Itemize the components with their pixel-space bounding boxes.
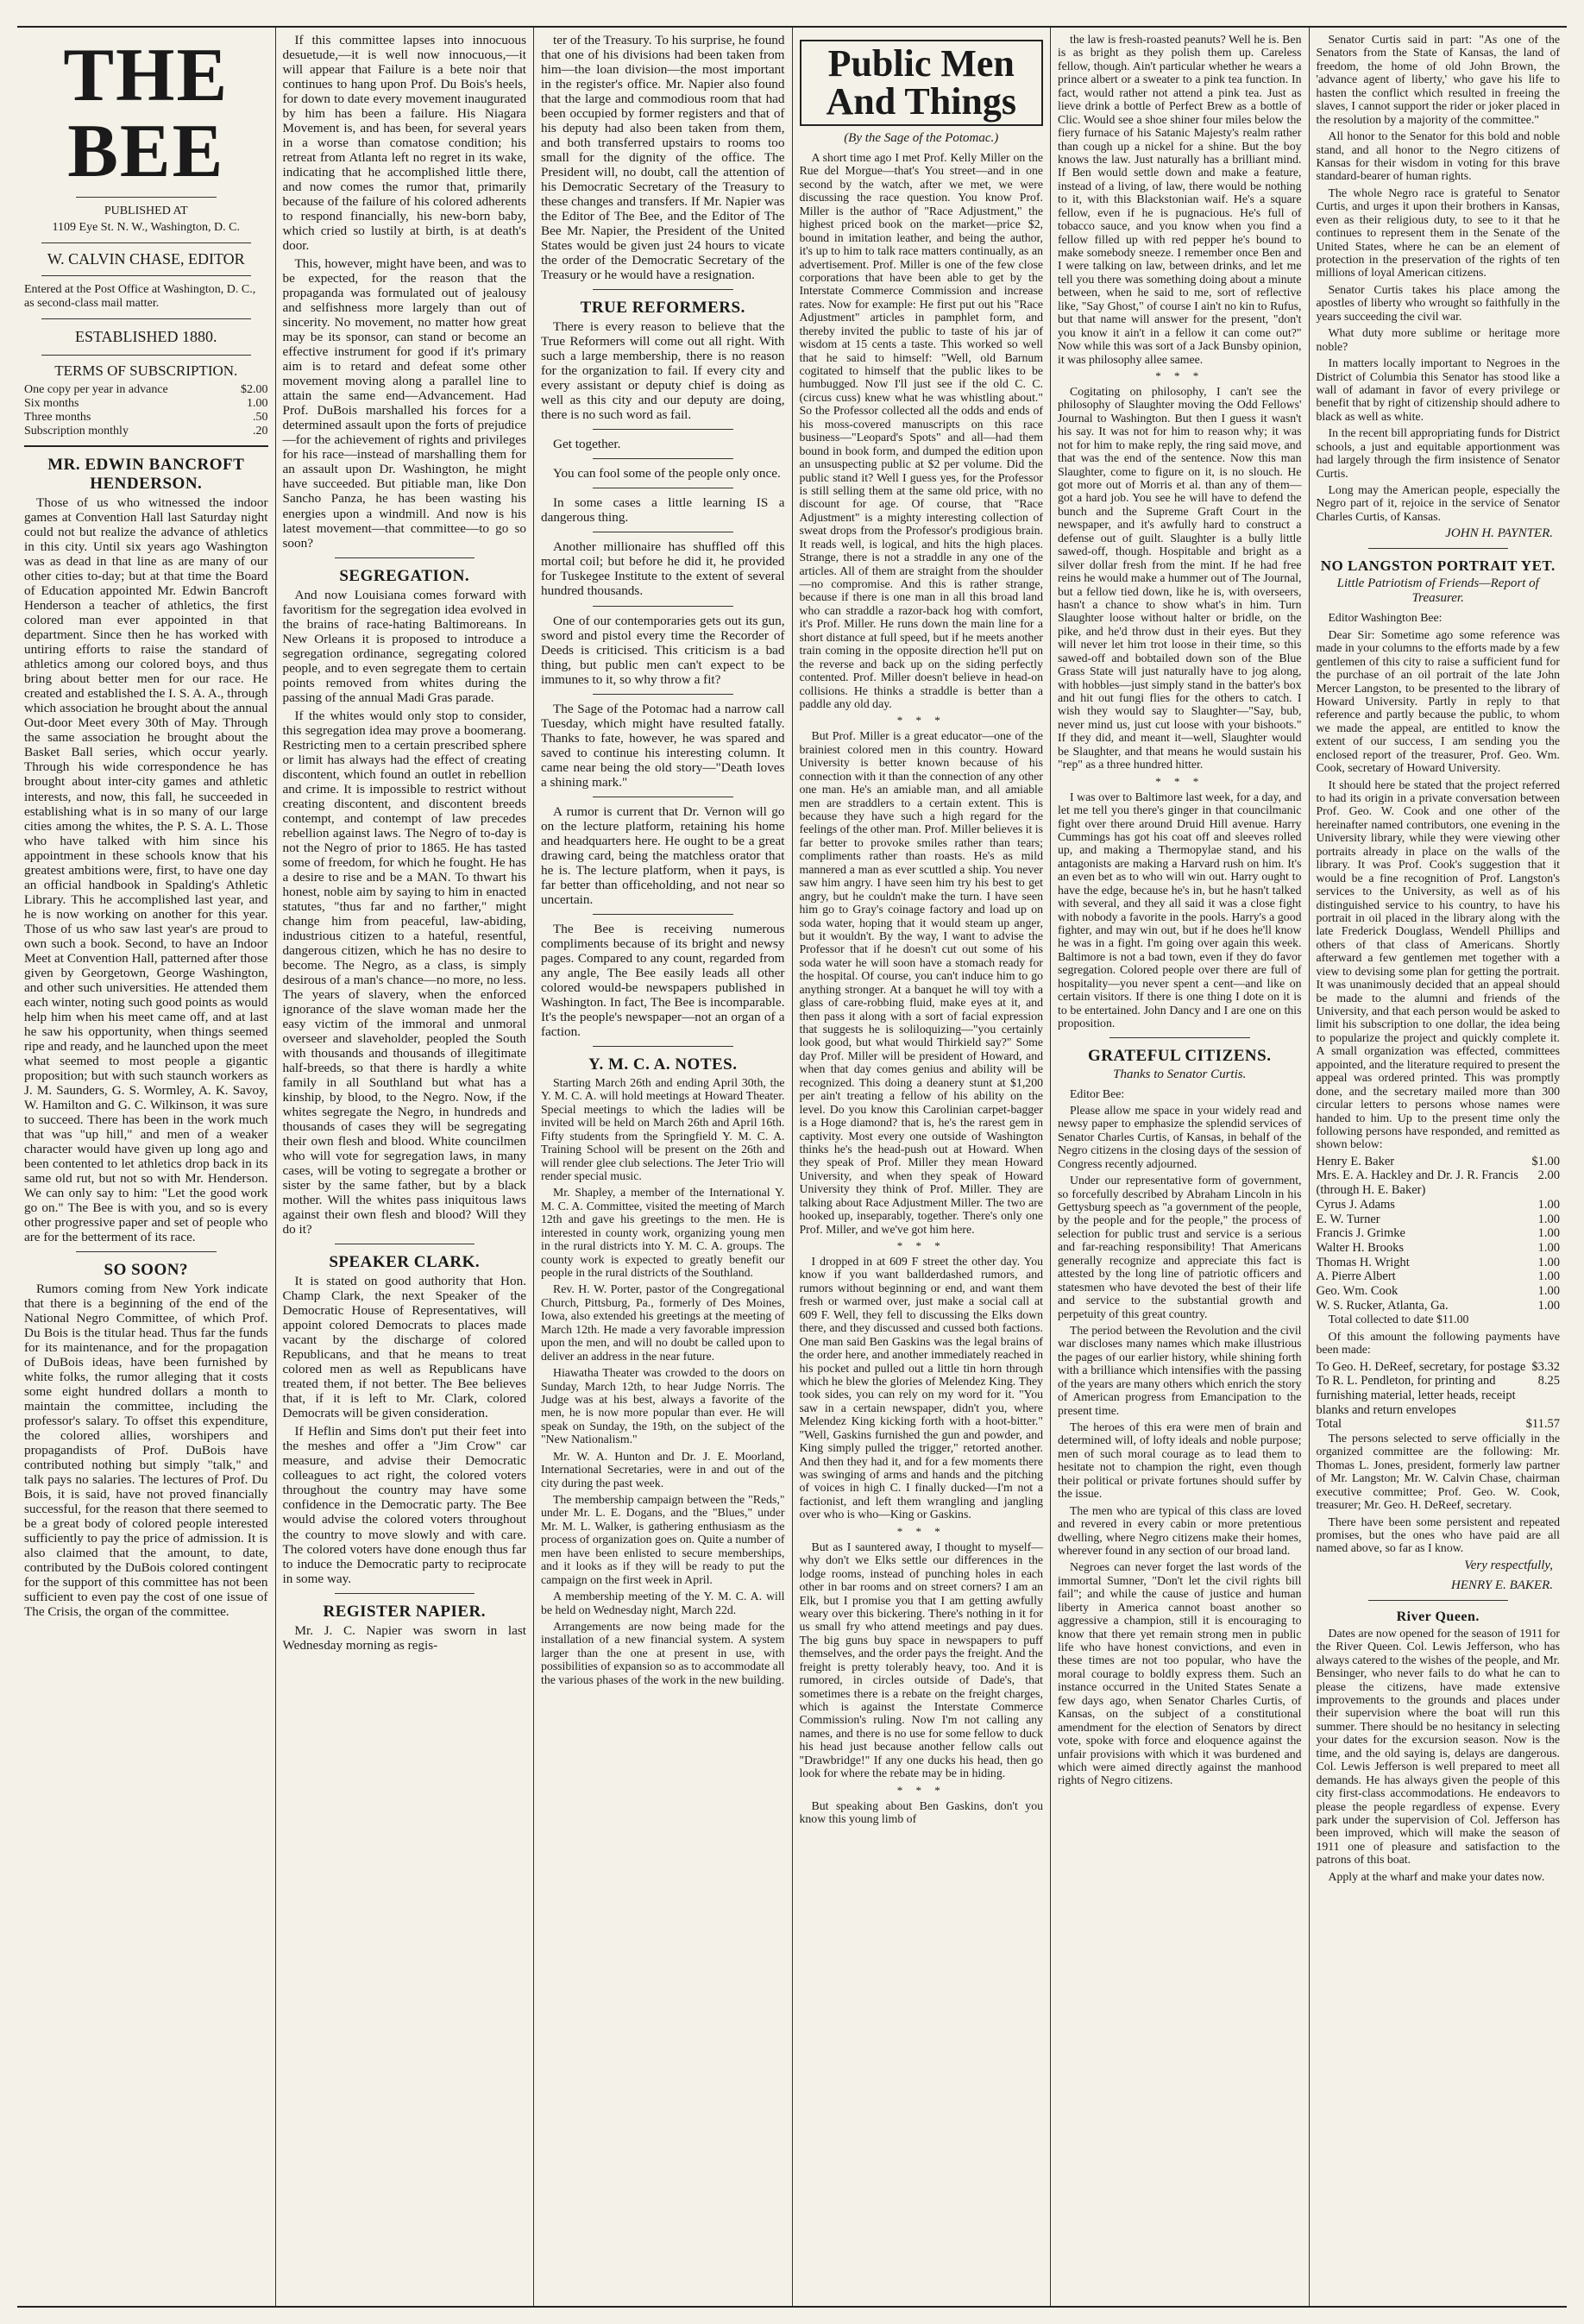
editor-line: W. CALVIN CHASE, EDITOR xyxy=(47,249,245,268)
rate-row xyxy=(24,425,268,438)
article-paragraph: The men who are typical of this class are loved and revered in every cabin or more pretentious dwelling, where Negro citizens make their homes, wherever found in any section of our broad land. xyxy=(1058,1503,1302,1557)
article-paragraph: Please allow me space in your widely read and newsy paper to emphasize the splendid services of Senator Charles Curtis, of Kansas, in behalf of the Negro citizens in the closing days of the session of Congress recently adjourned. xyxy=(1058,1103,1302,1170)
article-paragraph: Apply at the wharf and make your dates now. xyxy=(1328,1869,1545,1883)
article-paragraph: Dates are now opened for the season of 1911 for the River Queen. Col. Lewis Jefferson, who has always catered to the wishes of the people, and Mr. Bensinger, who never fails to do what he can to please the citizens, have made extensive improvements to the grounds and places under their supervision where the boat will run this summer. There should be no hesitancy in selecting your dates for the excursion season. Now is the time, and the old saying is, delays are dangerous. Col. Lewis Jefferson is well prepared to meet all demands. He has always given the people of this city first-class accommodations. He endeavors to please the people regardless of expense. Every park under the supervision of Col. Jefferson has been improved, which will make the season of 1911 one of pleasure and satisfaction to the patrons of this boat. xyxy=(1316,1626,1560,1867)
divider xyxy=(1368,1600,1509,1601)
article-paragraph: I was over to Baltimore last week, for a day, and let me tell you there's ginger in that councilmanic fight over there around Druid Hill avenue. Harry Cummings has got his coat off and sleeves rolled up, and making a Thermopylae stand, and his antagonists are making a Harvard rush on him. It's an even bet as to who will win out. Harry ought to have the edge, because he's in, but he hasn't talked with several, and they all said it was a close fight with nobody a favorite in the pools. Harry's a good fighter, and may win out, but if he does he'll know he was in a fight. I'm going over again this week. Baltimore is not a bad town, even if they do favor segregation. Colored people over there are full of hospitality—you never spent a cent—and like on certain visitors. If there is one thing I dote on it is to be entertained. John Dancy and I are one on this proposition. xyxy=(1058,790,1302,1030)
article-paragraph: But as I sauntered away, I thought to myself—why don't we Elks settle our differences in the lodge rooms, instead of punching holes in each other in bar rooms and on street corners? I am an Elk, but I promise you that I am getting awfully weary over this bickering. There's nothing in it for us small fry who attend meetings and pay dues. The big guns buy space in newspapers to puff themselves, and the order pays the freight. And the freight is pretty tolerably heavy, too. And it is rumored, in circles outside of Dade's, that sometimes there is a rebate on the freight charges, which is against the Interstate Commerce Commission's ruling. Now I'm not calling any names, and there is no use for some fellow to duck his head just because another fellow calls out "Drawbridge!" If any one ducks his head, then go look for where the rebate may be in hiding. xyxy=(799,1540,1043,1780)
article-paragraph: The heroes of this era were men of brain and determined will, of lofty ideals and noble purpose; men of such moral courage as to lead them to hesitate not to champion the right, even though their political or private fortunes should suffer by the issue. xyxy=(1058,1420,1302,1501)
post-office-entry: Entered at the Post Office at Washington, D. C., as second-class mail matter. xyxy=(24,282,256,311)
article-paragraph: Hiawatha Theater was crowded to the doors on Sunday, March 12th, to hear Judge Norris. The Judge was at his best, always a favorite of the men, he is now more popular than ever. He will speak on Sunday, the 19th, on the subject of the "New Nationalism." xyxy=(541,1366,785,1446)
article-paragraph: Rumors coming from New York indicate that there is a beginning of the end of the National Negro Committee, of which Prof. Du Bois is the titular head. Thus far the funds for its maintenance, and for the propagation of DuBois ideas, have been furnished by white folks, the rumor alleging that it costs some eight hundred dollars a month to maintain the committee, including the professor's salary. To offset this expenditure, the colored allies, worshipers and propagandists of Prof. DuBois have contributed nothing but simply "talk," and talk pays no salaries. The lectures of Prof. Du Bois, it is said, have not proved financially successful, for the reason that there seemed to be a great body of colored people interested sufficiently to pay the price of admission. It is also claimed that the amount, to date, contributed by the DuBois colored contingent for the support of this committee has not been sufficient to even pay the cost of one issue of The Crisis, the organ of the committee. xyxy=(24,1281,268,1620)
article-paragraph: But speaking about Ben Gaskins, don't you know this young limb of xyxy=(799,1798,1043,1826)
headline-register-napier: REGISTER NAPIER. xyxy=(323,1602,487,1621)
contributor-row xyxy=(1317,1198,1561,1212)
rate-price: $2.00 xyxy=(241,383,268,397)
article-paragraph: The membership campaign between the "Reds," under Mr. L. E. Dogans, and the "Blues," under Mr. M. L. Walker, is gathering enthusiasm as the process of organization goes on. Quite a number of men have been enlisted to secure memberships, and it looks as if they will be ready to put the campaign on the first week in April. xyxy=(541,1493,785,1586)
headline-grateful-citizens: GRATEFUL CITIZENS. xyxy=(1088,1046,1272,1065)
article-paragraph: Dear Sir: Sometime ago some reference was made in your columns to the efforts made by a few gentlemen of this city to raise a sufficient fund for the purchase of an oil portrait of the late John Mercer Langston, to be presented to the library of Howard University. Partly in reply to that reference and partly because the public, to whom we made the appeal, are entitled to know the extent of our success, I am sending you the enclosed report of the treasurer, Prof. Geo. Wm. Cook, secretary of Howard University. xyxy=(1316,627,1560,775)
brief-item: In some cases a little learning IS a dangerous thing. xyxy=(541,495,785,526)
subheadline: Little Patriotism of Friends—Report of Treasurer. xyxy=(1336,576,1539,606)
contributor-amount: 1.00 xyxy=(1537,1240,1560,1255)
article-paragraph: Cogitating on philosophy, I can't see the philosophy of Slaughter moving the Odd Fellows' Journal to Washington. But then I guess it wasn't his say. It was not for him to reason why; it was not for him to make reply, the ring said move, and that was the end of the sentence. Now this man Slaughter, come to figure on it, is no slouch. He got more out of Morris et al. than any of them—got a hard job. You see he will have to defend the bunch and the Supreme Graft Court in the newspaper, and it's awfully hard to construct a defense out of guilt. Slaughter is a bully little sawed-off, though. Hospitable and bright as a silver dollar fresh from the mint. If he had free reins he would make a hummer out of The Journal, but a fellow tied down, like he is, with overseers, hasn't a chance to show what's in him. Turn Slaughter loose without halter or bridle, on the pike, and he'd throw dust in their eyes. But they will never let him trot loose in their time, so this sawed-off and bobtailed down son of the Blue Grass State will just naturally have to jog along, with hobbles—just simply stand in the batter's box and hit out fungi flies for the others to catch. I wish they would say to Slaughter—"Say, bub, never mind us, just cut loose with your bishoots." If they did, and meant it—well, Slaughter would be Slaughter, and that means he would sustain his "rep" as a three hundred hitter. xyxy=(1058,384,1302,772)
column-2 xyxy=(276,28,535,2306)
contributor-name: E. W. Turner xyxy=(1316,1212,1380,1226)
divider xyxy=(593,458,733,459)
article-paragraph: The whole Negro race is grateful to Senator Curtis, and urges it upon their brothers in Kansas, even as their religious duty, to see to it that he continues to represent them in the Senate of the United States, where he can be an element of protection in the preservation of the rights of ten millions of loyal American citizens. xyxy=(1316,186,1560,280)
contributor-amount: 1.00 xyxy=(1537,1283,1560,1298)
brief-item: The Sage of the Potomac had a narrow call Tuesday, which might have resulted fatally. Thanks to fate, however, he was spared and saved to continue his interesting column. It came near being the old story—"Death loves a shining mark." xyxy=(541,701,785,790)
article-paragraph: Arrangements are now being made for the installation of a new financial system. A system larger than the one at present in use, with possibilities of expansion so as to accommodate all the various phases of the work in the new building. xyxy=(541,1619,785,1686)
article-paragraph: But Prof. Miller is a great educator—one of the brainiest colored men in this country. Howard University is better known because of his connection with it than the connection of any other one man. He's an amiable man, and all amiable men are straddlers to a certain extent. This is because they have such a high regard for the feelings of the other man. Prof. Miller believes it is far better to provoke smiles rather than tears; compliments rather than roasts. He's as mild mannered a man as ever scuttled a ship. You never saw him angry. I have seen him try his best to get angry, but he couldn't make the turn. I have seen him go to Gray's coinage factory and load up on soda water, hoping that it would steam up anger, but it wouldn't. By the way, I want to advise the Professor that if he doesn't cut out some of his soda water he will soon have a stomach ready for the hospital. Of course, you can't induce him to go anything stronger. At a banquet he will toy with a glass of care-robbing fluid, make eyes at it, and then pass it along with a sort of facial expression that suggests he is soliloquizing—"you certainly look good, but what would Thirkield say?" Some day Prof. Miller will be president of Howard, and when that day comes genius and ability will be recognized. This doing a deanery stunt at $1,200 per ain't treating a fellow of his ability on the level. Do you know this Carolinian carpet-bagger is a Hoge diamond? that is, he's the rarest gem in captivity. Most every one outside of Washington thinks he's the head-push out at Howard. When they speak of Prof. Miller they mean Howard University, and when they speak of Howard University they think of Prof. Miller. They are talking about Race Adjustment Miller. The two are hooked up, inseparably, together. There's only one Prof. Miller, and we've got him here. xyxy=(799,729,1043,1236)
divider xyxy=(593,694,733,695)
column-4 xyxy=(793,28,1052,2306)
payment-name: To Geo. H. DeReef, secretary, for postage xyxy=(1316,1359,1526,1374)
section-title-public-men: Public Men And Things xyxy=(800,40,1044,126)
article-paragraph: In matters locally important to Negroes in the District of Columbia this Senator has stood like a wall of adamant in favor of every privilege or benefit that by right of citizenship should adhere to black as well as white. xyxy=(1316,356,1560,423)
contributor-row xyxy=(1317,1299,1561,1313)
article-paragraph: Those of us who witnessed the indoor games at Convention Hall last Saturday night could not but realize the advance of athletics in this city. Until six years ago Washington was as dead in that line as are many of our other cities to-day; but at that time the Board of Education appointed Mr. Edwin Bancroft Henderson a teacher of athletics, the first colored man ever appointed in that department. Since then he has worked with untiring efforts to raise the standard of athletics among our colored boys, and thus bring about better men for our race. He created and established the I. S. A. A., through which association he brought about the annual Out-door Meet every 30th of May. Through the same association he brought about the Basket Ball series, which occur yearly. Through his wide correspondence he has brought about inter-city games and athletic interests, and now, this fall, he succeeded in establishing what is in so many of our large cities among the whites, the P. S. A. L. Those who have talked with him since his appointment in these schools know that his greatest ambitions were, first, to have one day an official handbook in Spalding's Athletic Library. This he accomplished last year, and he is now working on another for this year. Those of us who saw last year's are proud to own such a book. Second, to have an Indoor Meet at Convention Hall, patterned after those given by Georgetown, George Washington, and other such universities. He attended them each winter, noting such good points as would help him when his meet came off, and at last he saw his opportunity, when things seemed ripe and ready, and he launched upon the meet what seemed to most people a gigantic proposition; but with such staunch workers as J. M. Saunders, G. S. Wormley, A. K. Savoy, W. Hamilton and G. C. Wilkinson, it was sure to succeed. There has been in the work much that was "up hill," and men of a weaker character would have given up long ago and been contented to let athletics drop back in its same old rut, but not so with Mr. Henderson. We can only say to him: "Let the good work go on." The Bee is with you, and so is every other progressive paper and set of people who are for the betterment of its race. xyxy=(24,495,268,1244)
column-5 xyxy=(1051,28,1310,2306)
contributor-name: Henry E. Baker xyxy=(1316,1154,1395,1168)
section-break-stars: * * * xyxy=(896,714,946,727)
article-paragraph: Mr. J. C. Napier was sworn in last Wednesday morning as regis- xyxy=(282,1622,526,1653)
section-break-stars: * * * xyxy=(1155,368,1204,382)
contributor-amount: 1.00 xyxy=(1537,1226,1560,1241)
contributors-list xyxy=(1317,1155,1561,1313)
payment-amount: 8.25 xyxy=(1537,1374,1560,1389)
contributor-amount: 1.00 xyxy=(1537,1212,1560,1226)
masthead-title: THE BEE xyxy=(63,34,229,193)
rate-row xyxy=(24,411,268,425)
contributor-name: Thomas H. Wright xyxy=(1316,1255,1410,1269)
contributor-amount: 1.00 xyxy=(1537,1298,1560,1313)
headline-segregation: SEGREGATION. xyxy=(339,566,470,585)
contributor-name: Geo. Wm. Cook xyxy=(1316,1283,1399,1298)
contributor-amount: 2.00 xyxy=(1537,1168,1560,1183)
rate-label: One copy per year in advance xyxy=(24,383,168,397)
contributor-row xyxy=(1317,1241,1561,1256)
divider xyxy=(593,914,733,915)
divider xyxy=(41,355,251,356)
established-line: ESTABLISHED 1880. xyxy=(74,328,217,346)
rate-price: .20 xyxy=(253,425,268,438)
subscription-rates xyxy=(24,383,268,438)
section-byline: (By the Sage of the Potomac.) xyxy=(844,131,999,145)
divider xyxy=(41,275,251,276)
contributor-row xyxy=(1317,1256,1561,1270)
article-paragraph: Negroes can never forget the last words of the immortal Sumner, "Don't let the civil rights bill fail"; and while the cause of justice and human liberty in America cannot boast another so aggressive a champion, still it is encouraging to know that there yet remain strong men in public life who have honest convictions, and even in these times are not too popular, who have the moral courage to boldly express them. Such an instance occurred in the United States Senate a few days ago, when Senator Charles Curtis, of Kansas, on the subject of a constitutional amendment for the election of Senators by direct vote, spoke with force and eloquence against the unfair provisions with which it was burdened and which were aimed directly against the manhood rights of Negro citizens. xyxy=(1058,1560,1302,1787)
article-paragraph: Senator Curtis takes his place among the apostles of liberty who wrought so faithfully in the years succeeding the civil war. xyxy=(1316,282,1560,323)
payment-total-label: Total xyxy=(1316,1417,1342,1432)
brief-item: Another millionaire has shuffled off this mortal coil; but before he did it, he provided for Tuskegee Institute to the extent of several hundred thousands. xyxy=(541,539,785,599)
contributor-row xyxy=(1317,1226,1561,1241)
contributor-row xyxy=(1317,1155,1561,1169)
payment-total-row xyxy=(1317,1417,1561,1432)
article-paragraph: A membership meeting of the Y. M. C. A. will be held on Wednesday night, March 22d. xyxy=(541,1590,785,1616)
headline-so-soon: SO SOON? xyxy=(104,1260,188,1279)
section-break-stars: * * * xyxy=(896,1239,946,1252)
contributor-amount: 1.00 xyxy=(1537,1269,1560,1284)
article-paragraph: A short time ago I met Prof. Kelly Miller on the Rue del Morgue—that's You street—and in one second by the watch, after we met, we were discussing the race question. You know Prof. Miller is the author of "Race Adjustment," the highest priced book on the market—price $2, bound in imitation leather, and being the author, it's up to him to talk race matters continually, as an advertisement. Prof. Miller is one of the few close corporations that have been able to get by the Interstate Commerce Commission and increase rates. Now for example: He first put out his "Race Adjustment" articles in pamphlet form, and thereby invited the public to taste of his jar of wisdom at 15 cents a taste. This worked so well that he said to himself: "Well, old Barnum cogitated to himself that the public likes to be humbugged. Now I'll just see if the old C. C. (circus cuss) knew what he was whistling about." So the Professor collected all the odds and ends of his moss-covered manuscripts on this race business—"Leopard's Spots" and all—had them bound in book form, and dumped the edition upon an unsuspecting public at $2 per volume. Did the public stand it? Well I guess yes, for the Professor is still selling them at the same old price, with no discount for age. Of course, that "Race Adjustment" is a mighty interesting collection of sweat drops from the Professor's prodigious brain. It reads well, is logical, and hits the high places. Strange, there is not a straddle in any one of the articles. All of them are straight from the shoulder—no compromise. And this is rather strange, because if there is one man in all this broad land who can straddle a razor-back hog with comfort, it's Prof. Miller. He runs down the main line for a short distance at full speed, but if he meets another train coming in the opposite direction he'll put on the reverse and back up on the siding perfectly contented. Prof. Miller doesn't believe in head-on collisions. He thinks a straddle is better than a paddle any old day. xyxy=(799,151,1043,710)
rate-row xyxy=(24,397,268,411)
article-paragraph: Senator Curtis said in part: "As one of the Senators from the State of Kansas, the land of freedom, the home of old John Brown, the 'advance agent of liberty,' who gave his life to hasten the conflict which resulted in freeing the slaves, I cannot support the rider or joker placed in the resolution by a majority of the committee." xyxy=(1316,33,1560,126)
payment-row xyxy=(1317,1374,1561,1417)
article-paragraph: If the whites would only stop to consider, this segregation idea may prove a boomerang. Restricting men to a certain prescribed sphere or limit has always had the effect of creating discontent, which found an outlet in rebellion and crime. It is impossible to restrict without creating discontent, and discontent breeds contempt, and contempt of law precedes rebellion against laws. The Negro of to-day is not the Negro of prior to 1865. He has tasted some of freedom, for which he fought. He has a desire to rise and be a MAN. To thwart his honest, noble aim by saying to him in enacted statutes, "thus far and no farther," might change him from peaceful, law-abiding, industrious citizen to a hateful, resentful, dangerous citizen, which he has no desire to become. The Negro, as a class, is simply desirous of a man's chance—no more, no less. The years of slavery, when the enforced ignorance of the slave woman made her the easy victim of the immoral and unmoral overseer and slaveholder, peopled the South with thousands and thousands of illegitimate half-breeds, so that there is hardly a white family in all Southland but what has a kinship, by blood, to the Negro. Now, if the whites segregate the Negro, in hundreds and thousands of cases they will be segregating their own flesh and blood. White councilmen who will vote for segregation laws, in many cases, will be voting to segregate a brother or sister by the same father, but by a black mother. Will the whites pass iniquitous laws against their own flesh and blood? Will they do it? xyxy=(282,708,526,1238)
contributor-name: Walter H. Brooks xyxy=(1316,1240,1405,1255)
divider xyxy=(593,606,733,607)
masthead xyxy=(24,34,268,447)
article-paragraph: All honor to the Senator for this bold and noble stand, and all honor to the Negro citizens of Kansas for their wisdom in voting for this brave standard-bearer of human rights. xyxy=(1316,129,1560,183)
headline-true-reformers: TRUE REFORMERS. xyxy=(580,299,745,318)
contributor-row xyxy=(1317,1284,1561,1299)
rate-label: Three months xyxy=(24,411,91,425)
payment-name: To R. L. Pendleton, for printing and furnishing material, letter heads, receipt blanks and return envelopes xyxy=(1316,1374,1516,1417)
contributor-name: Cyrus J. Adams xyxy=(1316,1197,1395,1212)
contributor-amount: $1.00 xyxy=(1531,1154,1560,1168)
headline-river-queen: River Queen. xyxy=(1396,1609,1480,1624)
brief-item: A rumor is current that Dr. Vernon will go on the lecture platform, retaining his home and headquarters here. He ought to be a great drawing card, being the matchless orator that he is. The lecture platform, when it pays, is far better than officeholding, and not near so uncertain. xyxy=(541,803,785,907)
contributor-name: Mrs. E. A. Hackley and Dr. J. R. Francis (through H. E. Baker) xyxy=(1316,1168,1518,1198)
article-paragraph: If Heflin and Sims don't put their feet into the meshes and offer a "Jim Crow" car measure, and advise their Democratic colleagues to act right, the colored voters throughout the country may have some confidence in the Democratic party. The Bee would advise the colored voters throughout the country to move slowly and with care. The colored voters have done enough thus far to induce the Democratic party to reciprocate in some way. xyxy=(282,1424,526,1586)
divider xyxy=(1368,548,1509,549)
section-break-stars: * * * xyxy=(896,1524,946,1538)
article-paragraph: It should here be stated that the project referred to had its origin in a private conversation between Prof. Geo. W. Cook and one other of the hereinafter named contributors, one evening in the University library, while they were viewing other portraits already in place on the walls of the library. It was Prof. Cook's suggestion that it would be a fine recognition of Prof. Langston's services to the University, as well as of his distinguished service to his country, to have his portrait in oil placed in the library along with the late Frederick Douglass, Wendell Phillips and others of that class of Americans. Shortly afterward a few gentlemen met together with a view to devising some plan for getting the portrait. It was unanimously decided that an appeal should be made to the alumni and friends of the University, and that each person would be asked to limit his subscription to one dollar, the idea being to popularize the project and quickly complete it. A small organization was effected, committees appointed, and the literature required to present the appeal was ordered printed. This was promptly done, and the secretary mailed more than 300 circular letters to persons whose names were handed to him. Up to the present time only the following persons have responded, and remitted as shown below: xyxy=(1316,778,1560,1151)
contributor-name: A. Pierre Albert xyxy=(1316,1269,1396,1284)
divider xyxy=(41,242,251,243)
total-collected: Total collected to date $11.00 xyxy=(1328,1313,1469,1326)
article-paragraph: Under our representative form of government, so forcefully described by Abraham Lincoln in his Gettysburg speech as "a government of the people, by the people and for the people," the process of selection for public trust and service is a serious and far-reaching responsibility! That Americans generally recognize and appreciate this fact is attested by the long line of patriotic officers and statesmen who have devoted the best of their life and service to the substantial growth and perpetuity of this great country. xyxy=(1058,1174,1302,1320)
brief-item: You can fool some of the people only once. xyxy=(553,466,781,482)
divider xyxy=(76,197,217,198)
article-paragraph: I dropped in at 609 F street the other day. You know if you want ballderdashed rumors, and rumors without beginning or end, and want them fresh or warmed over, just make a social call at 609 F. Well, they fell to discussing the Elks down there, and they discussed and cussed both factions. One man said Ben Gaskins was the legal brains of the order here, and another immediately reached in his pocket and pulled out a little tin horn through which he blew the glories of Melendez King. They took sides, you can rely on my word for it. "You saw in a certain newspaper, didn't you, where Melendez King kicking forth with a hoot-bitter." "Well, Gaskins furnished the gun and powder, and King simply pulled the trigger," retorted another. And then they had it, and for a few moments there was swinging of arms and hands and the pitching of voices in high C. I finally ducked—I'm not a factionist, and left them wrangling and jangling over who is who—King or Gaskins. xyxy=(799,1255,1043,1521)
article-paragraph: Editor Bee: xyxy=(1070,1086,1125,1100)
divider xyxy=(41,318,251,319)
article-paragraph: Starting March 26th and ending April 30th, the Y. M. C. A. will hold meetings at Howard Theater. Special meetings to which the ladies will be invited will be held on March 26th and April 16th. Fifty students from the Springfield Y. M. C. A. Training School will be present on the 26th and will render glee club selections. The Jeter Trio will render special music. xyxy=(541,1075,785,1182)
brief-item: One of our contemporaries gets out its gun, sword and pistol every time the Recorder of Deeds is criticised. This criticism is a bad thing, but public men can't expect to be immunes to it, so why throw a fit? xyxy=(541,613,785,687)
contributor-row xyxy=(1317,1269,1561,1284)
article-paragraph: In the recent bill appropriating funds for District schools, a just and equitable apportionment was had largely through the firm insistence of Senator Curtis. xyxy=(1316,426,1560,480)
article-paragraph: It is stated on good authority that Hon. Champ Clark, the next Speaker of the Democratic House of Representatives, will appoint colored Democrats to places made vacant by the discharge of colored Republicans, and that he means to treat colored men as well as Republicans have treated them, if not better. The Bee believes that, if it is left to Mr. Clark, colored Democrats will be given consideration. xyxy=(282,1274,526,1421)
article-paragraph: Editor Washington Bee: xyxy=(1328,611,1443,625)
rate-label: Subscription monthly xyxy=(24,425,129,438)
columns xyxy=(17,26,1567,2308)
rate-label: Six months xyxy=(24,397,79,411)
article-paragraph: Of this amount the following payments have been made: xyxy=(1316,1329,1560,1357)
contributor-row xyxy=(1317,1212,1561,1227)
divider xyxy=(335,557,475,558)
divider xyxy=(76,1251,217,1252)
payment-row xyxy=(1317,1360,1561,1375)
article-paragraph: Rev. H. W. Porter, pastor of the Congregational Church, Pittsburg, Pa., formerly of Des Moines, Iowa, also extended his greetings at the meeting of March 12th. He made a very favorable impression upon the men, and will no doubt be called upon to deliver an address in the near future. xyxy=(541,1282,785,1363)
payment-total-amount: $11.57 xyxy=(1525,1417,1560,1432)
divider xyxy=(593,429,733,430)
terms-title: TERMS OF SUBSCRIPTION. xyxy=(54,362,238,380)
article-paragraph: And now Louisiana comes forward with favoritism for the segregation idea evolved in the brains of race-hating Baltimoreans. In New Orleans it is proposed to introduce a segregation ordinance, segregating colored people, and to even segregate them to certain points removed from whites during the passing of the annual Madi Gras parade. xyxy=(282,587,526,705)
divider xyxy=(1109,1037,1250,1038)
article-paragraph: Long may the American people, especially the Negro part of it, rejoice in the service of Senator Charles Curtis, of Kansas. xyxy=(1316,483,1560,523)
headline-langston-portrait: NO LANGSTON PORTRAIT YET. xyxy=(1320,557,1556,575)
rate-price: 1.00 xyxy=(247,397,268,411)
contributor-name: Francis J. Grimke xyxy=(1316,1226,1405,1241)
article-paragraph: Mr. W. A. Hunton and Dr. J. E. Moorland, International Secretaries, were in and out of the city during the past week. xyxy=(541,1449,785,1490)
signature-baker: HENRY E. BAKER. xyxy=(1450,1578,1553,1592)
publisher-address: 1109 Eye St. N. W., Washington, D. C. xyxy=(52,220,240,234)
column-1 xyxy=(17,28,276,2306)
article-paragraph: Mr. Shapley, a member of the International Y. M. C. A. Committee, visited the meeting of March 12th and gave his greetings to the men. He is interested in county work, organizing young men in the rural districts into Y. M. C. A. groups. The county work is expected to greatly benefit our people in the rural districts of the Southland. xyxy=(541,1186,785,1280)
subheadline: Thanks to Senator Curtis. xyxy=(1113,1067,1247,1081)
closing-line: Very respectfully, xyxy=(1464,1558,1553,1572)
article-paragraph: There have been some persistent and repeated promises, but the ones who have paid are all named above, so far as I know. xyxy=(1316,1515,1560,1555)
contributor-name: W. S. Rucker, Atlanta, Ga. xyxy=(1316,1298,1449,1313)
brief-item: Get together. xyxy=(553,437,621,452)
column-6 xyxy=(1310,28,1568,2306)
column-3 xyxy=(534,28,793,2306)
article-paragraph: The period between the Revolution and the civil war discloses many names which make illustrious the pages of our earlier history, while shining forth with a brilliance which intensifies with the passing of the years are many others which enrich the story of American progress from Emancipation to the present time. xyxy=(1058,1323,1302,1417)
article-paragraph: ter of the Treasury. To his surprise, he found that one of his divisions had been taken from him—the loan division—the most important in the register's office. Mr. Napier also found that the large and commodious room that had been occupied by former registers and that of his deputy had also been taken from them, and both transferred upstairs to rooms too small for the dignity of the office. The President will, no doubt, call the attention of his Democratic Secretary of the Treasury to these changes and transfers. If Mr. Napier was the Editor of The Bee, and the Editor of The Bee Mr. Napier, the President of the United States would be given just 24 hours to vicate the order of the Democratic Secretary of the Treasury or he would have a resignation. xyxy=(541,33,785,283)
payment-amount: $3.32 xyxy=(1531,1359,1560,1374)
contributor-amount: 1.00 xyxy=(1537,1255,1560,1269)
payments-list xyxy=(1317,1360,1561,1432)
article-paragraph: There is every reason to believe that the True Reformers will come out all right. With such a large membership, there is no reason for the organization to fail. If every city and every assistant or deputy chief is doing as well as this city and our deputy are doing, there is no such word as fail. xyxy=(541,319,785,423)
article-paragraph: The persons selected to serve officially in the organized committee are the following: Mr. Thomas L. Jones, president, formerly law partner of Mr. Langston; Mr. W. Calvin Chase, chairman executive committee; Prof. Geo. W. Cook, treasurer; Mr. Geo. H. DeReef, secretary. xyxy=(1316,1431,1560,1512)
contributor-amount: 1.00 xyxy=(1537,1197,1560,1212)
published-line: PUBLISHED AT xyxy=(104,205,188,217)
divider xyxy=(593,1046,733,1047)
rate-price: .50 xyxy=(253,411,268,425)
article-paragraph: If this committee lapses into innocuous desuetude,—it is well now innocuous,—it will appear that Failure is a bete noir that continues to hang upon Prof. Du Bois's heels, for down to date every movement inaugurated by him has been a failure. His Niagara Movement is, and has been, for several years in a worse than comatose condition; his retreat from Atlanta left no regret in its wake, indicating that he accomplished little there, and now comes the rumor that, primarily because of the failure of his colored adherents to respond financially, his new-born baby, which cried so lustily at birth, is at death's door. xyxy=(282,33,526,254)
headline-ymca-notes: Y. M. C. A. NOTES. xyxy=(588,1055,738,1074)
divider xyxy=(593,289,733,290)
article-paragraph: This, however, might have been, and was to be expected, for the reason that the propaganda was formulated out of jealousy and selfishness more largely than out of sincerity. No movement, no matter how great may be its sponsor, can stand or become an effective instrument for good if it's primary aim is to retard and defeat some other movement moving along a parallel line to attain the same end—Advancement. Had Prof. DuBois marshalled his forces for a determined assault upon the forts of prejudice—for the achievement of rights and privileges for his race—instead of marshalling them for an assault upon Dr. Washington, he might have succeeded. But pitiable man, like Don Sancho Panza, he has been wasting his energies upon a windmill. And now is his latest movement—that committee—to go so soon? xyxy=(282,256,526,551)
headline-henderson: MR. EDWIN BANCROFT HENDERSON. xyxy=(47,456,245,494)
contributor-row xyxy=(1317,1168,1561,1197)
section-break-stars: * * * xyxy=(1155,774,1204,788)
article-paragraph: the law is fresh-roasted peanuts? Well he is. Ben is as bright as they polish them up. Careless fellow, though. Ain't particular whether he wears a prince albert or a sweater to a pink tea function. In fact, would rather not attend a pink tea. Just as lieve drink a bottle of Perfect Brew as a bottle of Clic. Would see a shoe shiner four miles below the fiery furnace of his Satanic Majesty's realm rather than cough up a nickel for a shine. But the boy knows the law. Just naturally has a brilliant mind. If Ben would settle down and make a feature, instead of a living, of law, there would be nothing to it, with this Blackstonian waif. He's a square fellow, even if he is pugnacious. He's full of tobacco sauce, and you know when you find a fellow filled up with red pepper he's bound to make somebody sneeze. I remember once Ben and I were talking on law, between drinks, and let me tell you there was something doing about a minute between, when he said to me, sort of reflective like, "Say Ghost," of course I ain't no kin to Rufus, but that name will answer for the present, "don't you know it ain't in a fellow it can come out?" Now while this was sort of a Jack Bunsby opinion, it was philosophy allee samee. xyxy=(1058,33,1302,366)
headline-speaker-clark: SPEAKER CLARK. xyxy=(329,1253,481,1272)
rate-row xyxy=(24,383,268,397)
article-paragraph: What duty more sublime or heritage more noble? xyxy=(1316,326,1560,353)
signature-paynter: JOHN H. PAYNTER. xyxy=(1445,526,1553,541)
divider xyxy=(335,1593,475,1594)
section-break-stars: * * * xyxy=(896,1783,946,1797)
brief-item: The Bee is receiving numerous compliments because of its bright and newsy pages. Compared to any count, regarded from any angle, The Bee easily leads all other colored would-be newspapers published in Washington. In fact, The Bee is incomparable. It's the people's newspaper—not an organ of a faction. xyxy=(541,921,785,1039)
